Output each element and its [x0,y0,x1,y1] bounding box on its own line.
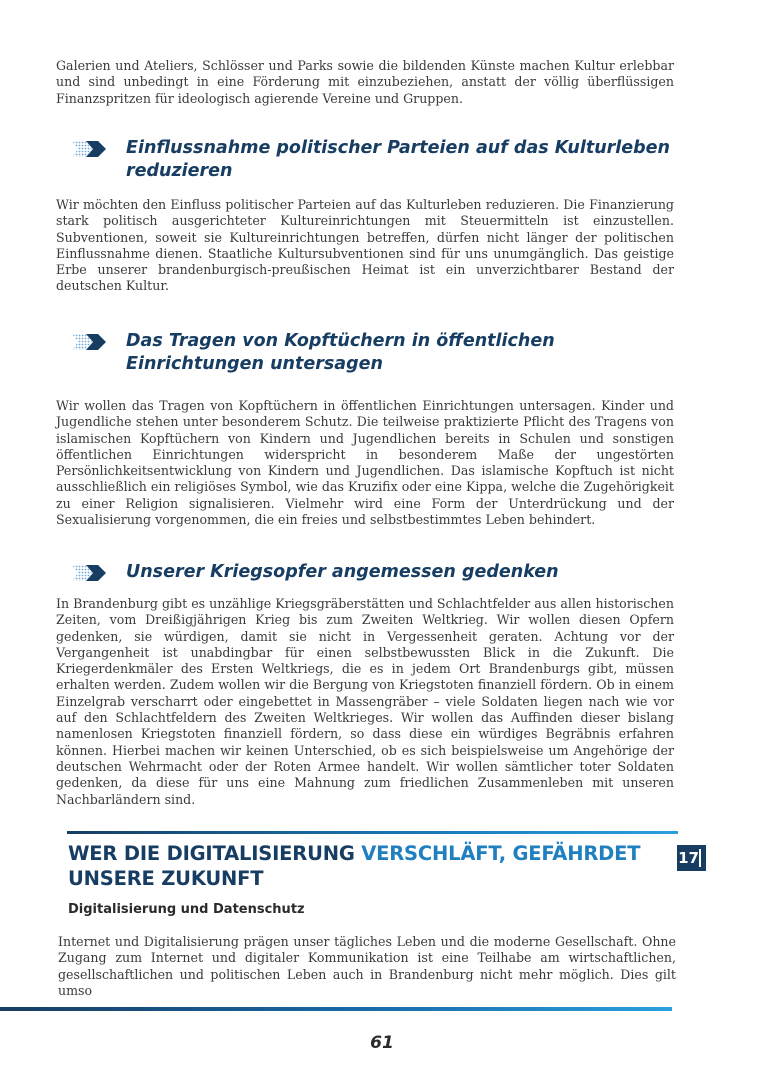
chapter-subtitle: Digitalisierung und Datenschutz [68,902,305,917]
section-heading-text: Das Tragen von Kopftüchern in öffentlichen Einrichtungen untersagen [126,331,555,374]
chapter-number-badge [677,845,706,871]
chapter-title-part-2: UNSERE ZUKUNFT [68,866,264,890]
intro-paragraph: Galerien und Ateliers, Schlösser und Parks sowie die bildenden Künste machen Kultur erlebbar und sind unbedingt in eine Förderung mit einzubeziehen, anstatt der völlig überflüssigen Finanzspritzen für ideologisch agierende Vereine und Gruppen. [56,58,674,106]
chapter-number: 17 [678,849,699,867]
chapter-title-part-1: WER DIE DIGITALISIERUNG [68,842,362,865]
page-number: 61 [370,1033,394,1053]
chapter-title-accent: VERSCHLÄFT, GEFÄHRDET [361,842,641,865]
section-body-kriegsopfer: In Brandenburg gibt es unzählige Kriegsgräberstätten und Schlachtfelder aus allen historischen Zeiten, vom Dreißigjährigen Krieg bis zum Zweiten Weltkrieg. Wir wollen diesen Opfern gedenken, sie würdigen, damit sie nicht in Vergessenheit geraten. Achtung vor der Vergangenheit ist unabdingbar für einen selbstbewussten Blick in die Zukunft. Die Kriegerdenkmäler des Ersten Weltkriegs, die es in jedem Ort Brandenburgs gibt, müssen erhalten werden. Zudem wollen wir die Bergung von Kriegstoten finanziell fördern. Ob in einem Einzelgrab verscharrt oder eingebettet in Massengräber – viele Soldaten liegen nach wie vor auf den Schlachtfeldern des Zweiten Weltkrieges. Wir wollen das Auffinden dieser bislang namenlosen Kriegstoten finanziell fördern, so dass diese ein würdiges Begräbnis erfahren können. Hierbei machen wir keinen Unterschied, ob es sich beispielsweise um Angehörige der deutschen Wehrmacht oder der Roten Armee handelt. Wir wollen sämtlicher toter Soldaten gedenken, da diese für uns eine Mahnung zum friedlichen Zusammenleben mit unseren Nachbarländern sind. [56,596,674,807]
section-body-kopftuch: Wir wollen das Tragen von Kopftüchern in öffentlichen Einrichtungen untersagen. Kinder und Jugendliche stehen unter besonderem Schutz. Die teilweise praktizierte Pflicht des Tragens von islamischen Kopftüchern von Kindern und Jugendlichen bereits in Schulen und sonstigen öffentlichen Einrichtungen widerspricht in besonderem Maße der ungestörten Persönlichkeitsentwicklung von Kindern und Jugendlichen. Das islamische Kopftuch ist nicht ausschließlich ein religiöses Symbol, wie das Kruzifix oder eine Kippa, welche die Zugehörigkeit zu einer Religion signalisieren. Vielmehr wird eine Form der Unterdrückung und der Sexualisierung vorgenommen, die ein freies und selbstbestimmtes Leben behindert. [56,398,674,528]
chevron-arrow-icon [72,141,108,157]
section-body-parteien: Wir möchten den Einfluss politischer Parteien auf das Kulturleben reduzieren. Die Finanzierung stark politisch ausgerichteter Kultureinrichtungen mit Steuermitteln ist einzustellen. Subventionen, soweit sie Kultureinrichtungen betreffen, dürfen nicht länger der politischen Einflussnahme dienen. Staatliche Kultursubventionen sind für uns unumgänglich. Das geistige Erbe unserer brandenburgisch-preußischen Heimat ist ein unverzichtbarer Bestand der deutschen Kultur. [56,197,674,294]
chevron-arrow-icon [72,334,108,350]
chapter-body: Internet und Digitalisierung prägen unser tägliches Leben und die moderne Gesellschaft. Ohne Zugang zum Internet und digitaler Kommunikation ist eine Teilhabe am wirtschaftlichen, gesellschaftlichen und politischen Leben auch in Brandenburg nicht mehr möglich. Dies gilt umso [58,934,676,998]
section-heading-kriegsopfer [72,561,682,584]
section-heading-parteien [72,137,682,183]
footer-rule [0,1007,672,1011]
section-heading-kopftuch [72,330,682,376]
section-heading-text: Einflussnahme politischer Parteien auf das Kulturleben reduzieren [126,138,671,181]
section-heading-text: Unserer Kriegsopfer angemessen gedenken [126,562,559,582]
chapter-title [68,842,678,891]
chevron-arrow-icon [72,565,108,581]
chapter-top-rule [67,831,678,834]
